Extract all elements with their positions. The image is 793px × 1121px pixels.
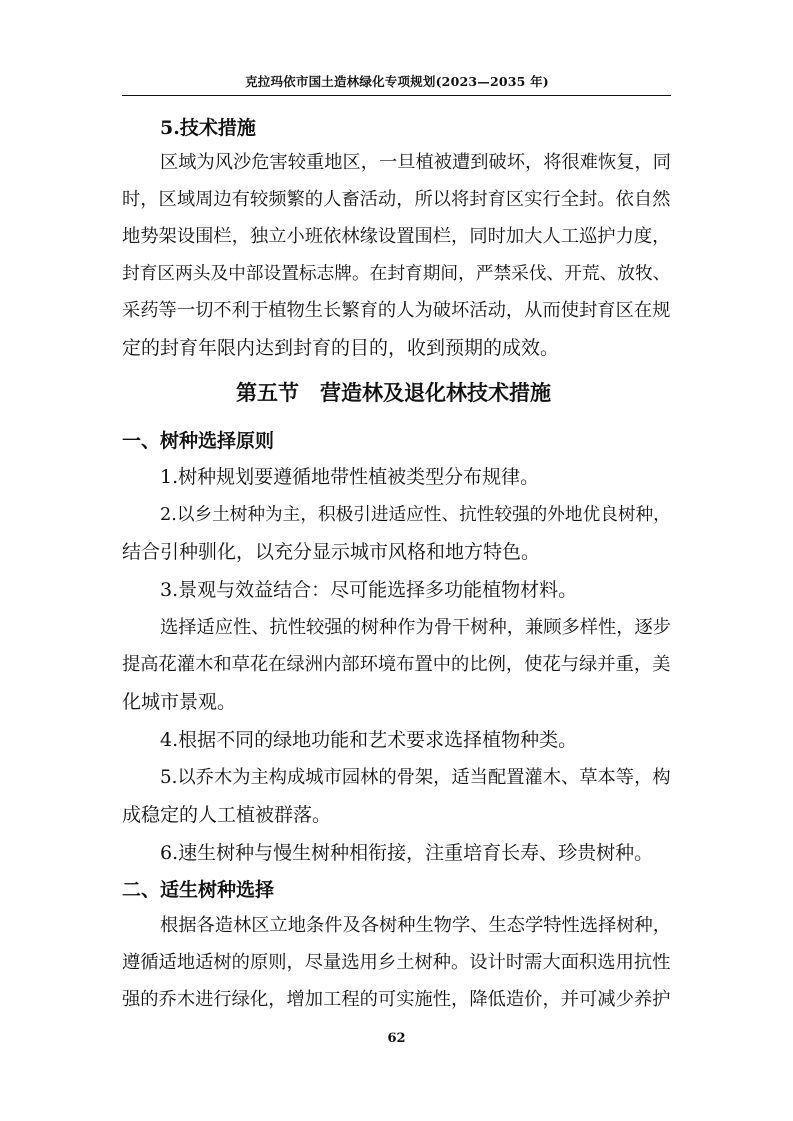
- page-number: 62: [387, 1031, 406, 1046]
- heading-suitable-species: 二、适生树种选择: [122, 879, 275, 901]
- paragraph-line: 采药等一切不利于植物生长繁育的人为破坏活动，从而使封育区在规: [122, 300, 671, 321]
- paragraph-line: 区域为风沙危害较重地区，一旦植被遭到破坏，将很难恢复，同: [160, 152, 671, 173]
- list-item: 2.以乡土树种为主，积极引进适应性、抗性较强的外地优良树种，: [160, 505, 671, 525]
- paragraph-line: 地势架设围栏，独立小班依林缘设置围栏，同时加大人工巡护力度，: [122, 226, 671, 247]
- paragraph-line: 封育区两头及中部设置标志牌。在封育期间，严禁采伐、开荒、放牧、: [122, 264, 671, 284]
- paragraph-line: 根据各造林区立地条件及各树种生物学、生态学特性选择树种，: [160, 915, 671, 936]
- list-item: 3.景观与效益结合：尽可能选择多功能植物材料。: [160, 579, 578, 601]
- header-rule: [122, 95, 671, 96]
- heading-technical-measures: 5.技术措施: [160, 117, 256, 139]
- paragraph-line: 定的封育年限内达到封育的目的，收到预期的成效。: [122, 337, 560, 359]
- list-item: 1.树种规划要遵循地带性植被类型分布规律。: [160, 466, 540, 488]
- section-title: 第五节 营造林及退化林技术措施: [236, 380, 551, 405]
- paragraph-line: 遵循适地适树的原则，尽量选用乡土树种。设计时需大面积选用抗性: [122, 952, 671, 973]
- list-item: 6.速生树种与慢生树种相衔接，注重培育长寿、珍贵树种。: [160, 842, 654, 864]
- paragraph-line: 提高花灌木和草花在绿洲内部环境布置中的比例，使花与绿并重，美: [122, 654, 671, 675]
- list-item: 4.根据不同的绿地功能和艺术要求选择植物种类。: [160, 729, 578, 751]
- heading-species-principles: 一、树种选择原则: [122, 430, 275, 452]
- list-item-continuation: 结合引种驯化，以充分显示城市风格和地方特色。: [122, 541, 541, 563]
- paragraph-line: 时，区域周边有较频繁的人畜活动，所以将封育区实行全封。依自然: [122, 189, 671, 210]
- paragraph-line: 强的乔木进行绿化，增加工程的可实施性，降低造价，并可减少养护: [122, 989, 671, 1010]
- running-header: 克拉玛依市国土造林绿化专项规划(2023—2035 年): [245, 74, 549, 89]
- paragraph-line: 化城市景观。: [122, 691, 237, 713]
- list-item-continuation: 成稳定的人工植被群落。: [122, 804, 332, 826]
- list-item: 5.以乔木为主构成城市园林的骨架，适当配置灌木、草本等，构: [160, 767, 671, 788]
- paragraph-line: 选择适应性、抗性较强的树种作为骨干树种，兼顾多样性，逐步: [160, 617, 671, 638]
